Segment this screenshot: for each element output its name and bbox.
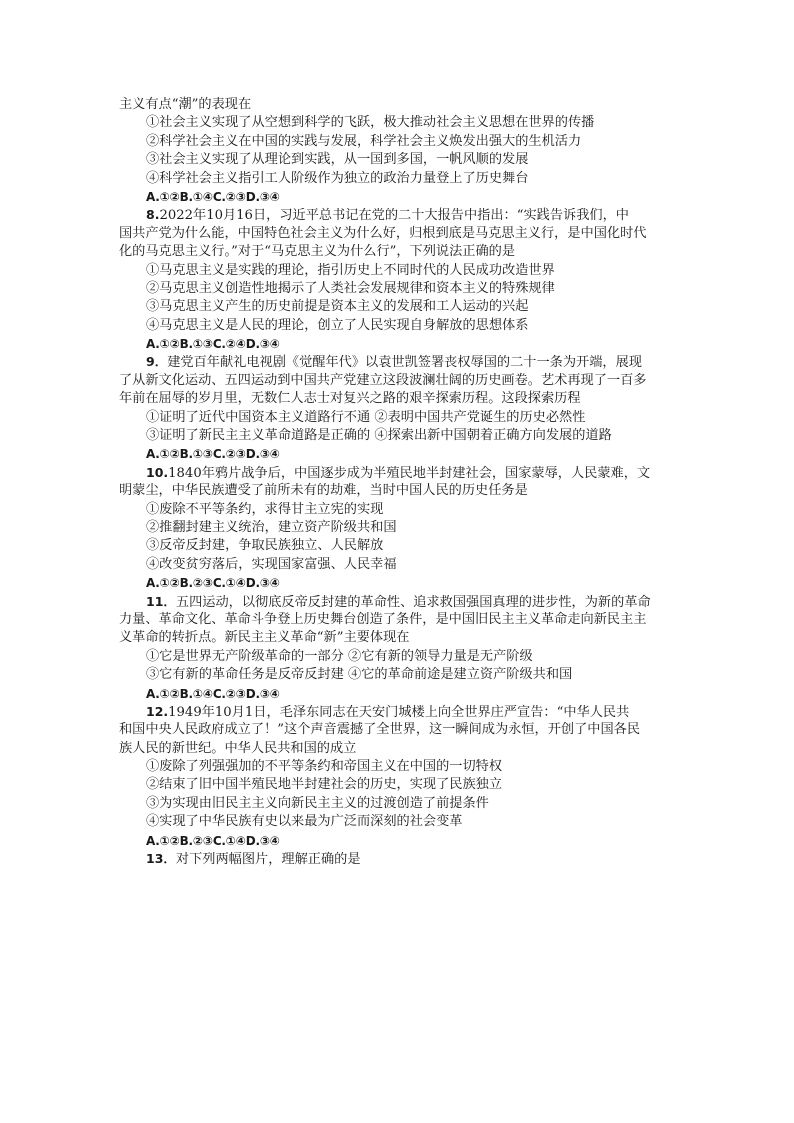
question-number: 10. [146,464,169,480]
question-stem: 了从新文化运动、五四运动到中国共产党建立这段波澜壮阔的历史画卷。艺术再现了一百多 [119,372,647,388]
answer-choices: A.①②B.①④C.②③D.③④ [146,189,280,204]
answer-choices: A.①②B.②③C.①④D.③④ [146,833,280,848]
option: ④改变贫穷落后，实现国家富强、人民幸福 [146,556,397,572]
question-number: 13． [146,851,176,867]
answer-choices: A.①②B.①③C.②③D.③④ [146,447,280,462]
answer-choices: A.①②B.①④C.②③D.③④ [146,686,280,701]
question-10 [119,464,679,593]
question-stem: 2022年10月16日，习近平总书记在党的二十大报告中指出：“实践告诉我们，中 [159,208,629,224]
option: ③社会主义实现了从理论到实践，从一国到多国，一帆风顺的发展 [146,152,529,168]
question-number: 8. [146,207,160,223]
question-stem: 和国中央人民政府成立了！”这个声音震撼了全世界，这一瞬间成为永恒，开创了中国各民 [119,722,641,738]
question-stem: 年前在屈辱的岁月里，无数仁人志士对复兴之路的艰辛探索历程。这段探索历程 [119,391,581,407]
question-stem: 1949年10月1日，毛泽东同志在天安门城楼上向全世界庄严宣告：“中华人民共 [168,704,630,720]
question-number: 11． [146,593,176,609]
option: ④实现了中华民族有史以来最为广泛而深刻的社会变革 [146,814,463,830]
question-12 [119,703,679,850]
question-number: 12. [146,703,169,719]
option: ③马克思主义产生的历史前提是资本主义的发展和工人运动的兴起 [146,299,529,315]
option: ②结束了旧中国半殖民地半封建社会的历史，实现了民族独立 [146,777,503,793]
answer-choices: A.①②B.①③C.②④D.③④ [146,337,280,352]
option: ①马克思主义是实践的理论，指引历史上不同时代的人民成功改造世界 [146,262,555,278]
question-9 [119,353,679,463]
option: ④马克思主义是人民的理论，创立了人民实现自身解放的思想体系 [146,317,529,333]
question-number: 9． [146,354,168,370]
question-13 [119,850,679,868]
question-stem: 五四运动，以彻底反帝反封建的革命性、追求救国强国真理的进步性，为新的革命 [175,594,651,610]
option: ①它是世界无产阶级革命的一部分 ②它有新的领导力量是无产阶级 [146,648,533,664]
question-stem: 1840年鸦片战争后，中国逐步成为半殖民地半封建社会，国家蒙辱，人民蒙难，文 [168,465,651,481]
option: ①废除了列强强加的不平等条约和帝国主义在中国的一切特权 [146,759,503,775]
option: ③反帝反封建，争取民族独立、人民解放 [146,538,384,554]
question-11 [119,593,679,703]
option: ③它有新的革命任务是反帝反封建 ④它的革命前途是建立资产阶级共和国 [146,667,573,683]
question-7 [119,96,679,206]
question-list [119,96,679,868]
question-stem: 义革命的转折点。新民主主义革命“新”主要体现在 [119,630,410,646]
question-stem: 力量、革命文化、革命斗争登上历史舞台创造了条件，是中国旧民主主义革命走向新民主主 [119,611,647,627]
question-stem: 明蒙尘，中华民族遭受了前所未有的劫难，当时中国人民的历史任务是 [119,483,528,499]
option: ②科学社会主义在中国的实践与发展，科学社会主义焕发出强大的生机活力 [146,133,582,149]
option: ①废除不平等条约，求得甘主立宪的实现 [146,501,384,517]
answer-choices: A.①②B.②③C.①④D.③④ [146,576,280,591]
question-stem: 对下列两幅图片，理解正确的是 [175,852,361,868]
question-stem: 化的马克思主义行。”对于“马克思主义为什么行”，下列说法正确的是 [119,244,516,260]
option: ①社会主义实现了从空想到科学的飞跃，极大推动社会主义思想在世界的传播 [146,115,595,131]
option: ③证明了新民主主义革命道路是正确的 ④探索出新中国朝着正确方向发展的道路 [146,428,612,444]
question-stem: 国共产党为什么能，中国特色社会主义为什么好，归根到底是马克思主义行，是中国化时代 [119,225,647,241]
question-8 [119,206,679,353]
option: ①证明了近代中国资本主义道路行不通 ②表明中国共产党诞生的历史必然性 [146,409,586,425]
option: ②马克思主义创造性地揭示了人类社会发展规律和资本主义的特殊规律 [146,280,555,296]
question-7-continuation: 主义有点“潮”的表现在 [119,97,252,112]
option: ④科学社会主义指引工人阶级作为独立的政治力量登上了历史舞台 [146,170,529,186]
question-stem: 建党百年献礼电视剧《觉醒年代》以袁世凯签署丧权辱国的二十一条为开端，展现 [167,355,642,371]
option: ②推翻封建主义统治，建立资产阶级共和国 [146,519,397,535]
question-stem: 族人民的新世纪。中华人民共和国的成立 [119,740,357,756]
option: ③为实现由旧民主主义向新民主主义的过渡创造了前提条件 [146,795,489,811]
